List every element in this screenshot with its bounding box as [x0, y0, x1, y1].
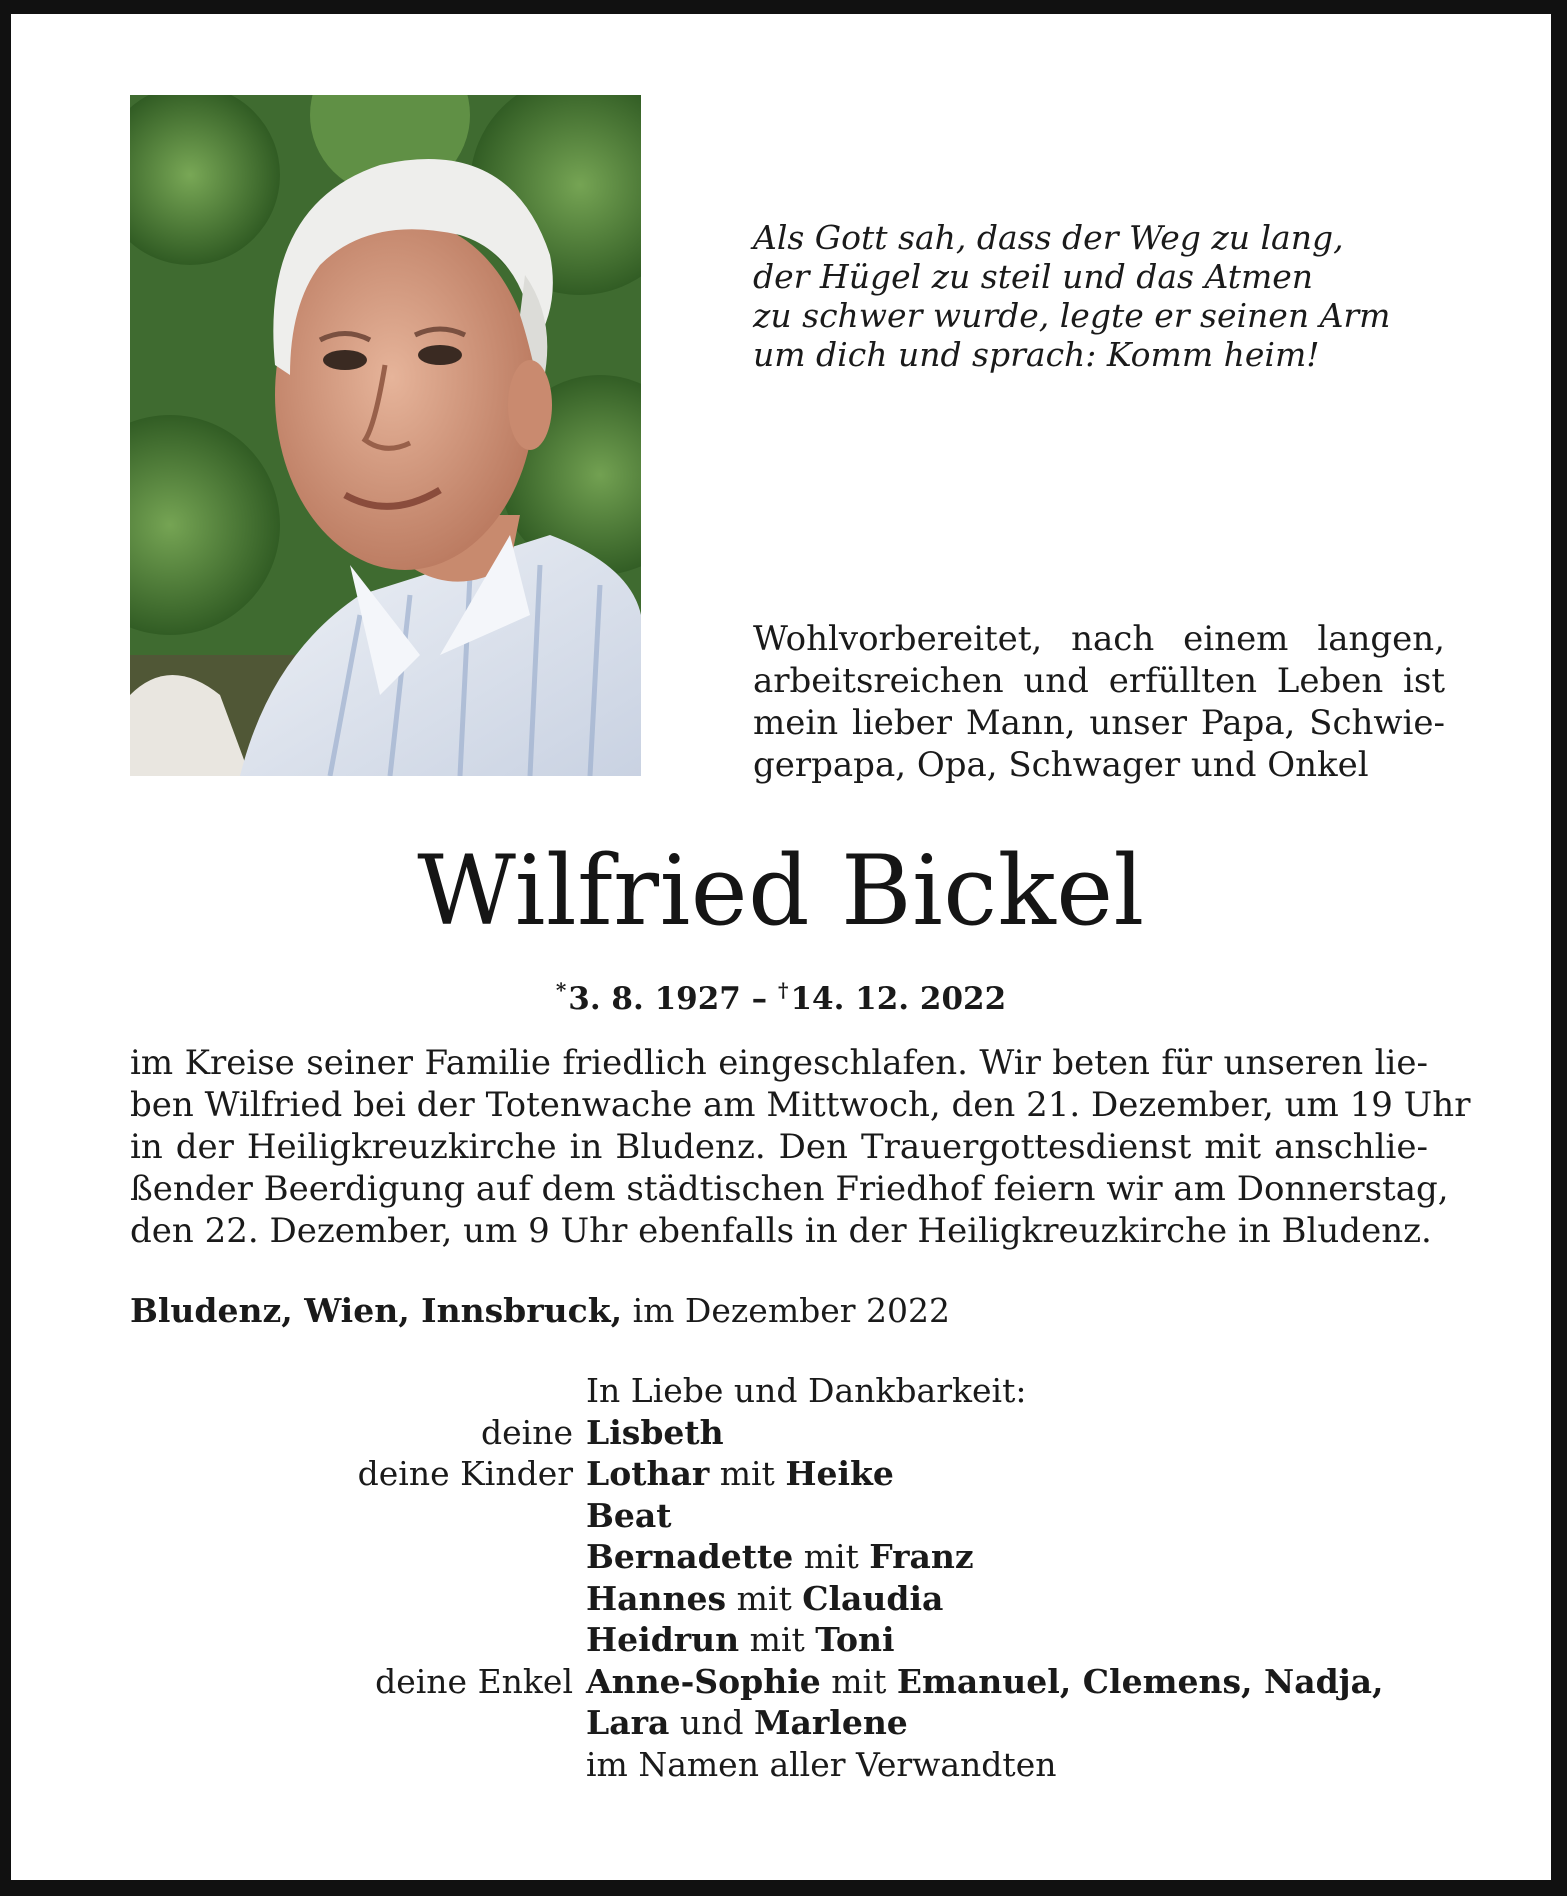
- family-members: [586, 1495, 672, 1537]
- body-line: ßender Beerdigung auf dem städtischen Friedhof feiern wir am Donnerstag,: [130, 1169, 1449, 1209]
- body-line: den 22. Dezember, um 9 Uhr ebenfalls in der Heiligkreuzkirche in Bludenz.: [130, 1211, 1432, 1251]
- poem-line: um dich und sprach: Komm heim!: [753, 335, 1320, 374]
- family-members: [586, 1412, 724, 1454]
- family-member-name: Toni: [815, 1620, 895, 1659]
- family-member-name: Lara: [586, 1703, 670, 1742]
- family-members: [586, 1619, 895, 1661]
- funeral-details: [130, 1042, 1471, 1252]
- family-members: [586, 1453, 894, 1495]
- family-closing-row: [11, 1744, 1551, 1786]
- family-row: [11, 1702, 1551, 1744]
- family-members: [586, 1702, 908, 1744]
- body-line: in der Heiligkreuzkirche in Bludenz. Den Trauergottesdienst mit anschlie-: [130, 1127, 1428, 1167]
- family-member-name: Heidrun: [586, 1620, 740, 1659]
- family-row: [11, 1536, 1551, 1578]
- portrait-photo: [130, 95, 641, 776]
- life-dates: [11, 970, 1551, 1019]
- obituary-card: [11, 14, 1551, 1880]
- family-list: [11, 1370, 1551, 1785]
- intro-paragraph: [753, 618, 1445, 786]
- family-connector: mit: [820, 1661, 897, 1701]
- family-member-name: Lisbeth: [586, 1412, 724, 1452]
- poem-line: der Hügel zu steil und das Atmen: [753, 257, 1314, 296]
- family-connector: und: [669, 1703, 754, 1742]
- place-and-date: [130, 1290, 1130, 1332]
- family-member-name: Lothar: [586, 1454, 710, 1493]
- family-row: [11, 1453, 1551, 1495]
- birth-symbol: *: [555, 978, 567, 1002]
- family-greeting-row: [11, 1370, 1551, 1412]
- death-symbol: †: [777, 978, 789, 1002]
- family-relation-label: deine Kinder: [357, 1454, 573, 1493]
- poem-line: Als Gott sah, dass der Weg zu lang,: [753, 218, 1344, 257]
- body-line: ben Wilfried bei der Totenwache am Mittwoch, den 21. Dezember, um 19 Uhr: [130, 1085, 1471, 1125]
- death-date: 14. 12. 2022: [790, 981, 1007, 1017]
- birth-date: 3. 8. 1927: [568, 981, 741, 1017]
- family-member-name: Heike: [785, 1454, 894, 1493]
- family-row: [11, 1619, 1551, 1661]
- family-connector: mit: [709, 1454, 786, 1493]
- intro-line: arbeitsreichen und erfüllten Leben ist: [753, 661, 1445, 701]
- family-member-name: Marlene: [753, 1703, 908, 1742]
- family-row: [11, 1495, 1551, 1537]
- portrait-image: [130, 95, 641, 776]
- family-row: [11, 1661, 1551, 1703]
- family-member-name: Anne-Sophie: [586, 1661, 821, 1701]
- family-member-name: Bernadette: [586, 1537, 794, 1576]
- family-closing: im Namen aller Verwandten: [586, 1744, 1057, 1784]
- family-member-name: Emanuel, Clemens, Nadja,: [896, 1661, 1384, 1701]
- family-greeting: In Liebe und Dankbarkeit:: [586, 1371, 1027, 1410]
- deceased-name: Wilfried Bickel: [417, 835, 1145, 947]
- poem-line: zu schwer wurde, legte er seinen Arm: [753, 296, 1391, 335]
- place-date: im Dezember 2022: [632, 1291, 951, 1330]
- family-relation-label: deine: [481, 1412, 573, 1452]
- family-member-name: Franz: [869, 1537, 974, 1576]
- family-member-name: Hannes: [586, 1578, 727, 1618]
- intro-line: Wohlvorbereitet, nach einem langen,: [753, 619, 1445, 659]
- family-members: [586, 1536, 974, 1578]
- family-relation-label: deine Enkel: [375, 1661, 573, 1701]
- family-connector: mit: [726, 1578, 803, 1618]
- family-connector: mit: [739, 1620, 816, 1659]
- intro-line: mein lieber Mann, unser Papa, Schwie-: [753, 703, 1445, 743]
- family-members: [586, 1578, 943, 1620]
- place-cities: Bludenz, Wien, Innsbruck,: [130, 1291, 623, 1330]
- family-members: [586, 1661, 1383, 1703]
- intro-line: gerpapa, Opa, Schwager und Onkel: [753, 745, 1369, 785]
- family-member-name: Beat: [586, 1495, 672, 1535]
- family-row: [11, 1412, 1551, 1454]
- body-line: im Kreise seiner Familie friedlich eingeschlafen. Wir beten für unseren lie-: [130, 1043, 1428, 1083]
- family-member-name: Claudia: [802, 1578, 944, 1618]
- family-connector: mit: [793, 1537, 870, 1576]
- family-row: [11, 1578, 1551, 1620]
- date-separator: –: [740, 981, 778, 1017]
- poem: [753, 218, 1391, 374]
